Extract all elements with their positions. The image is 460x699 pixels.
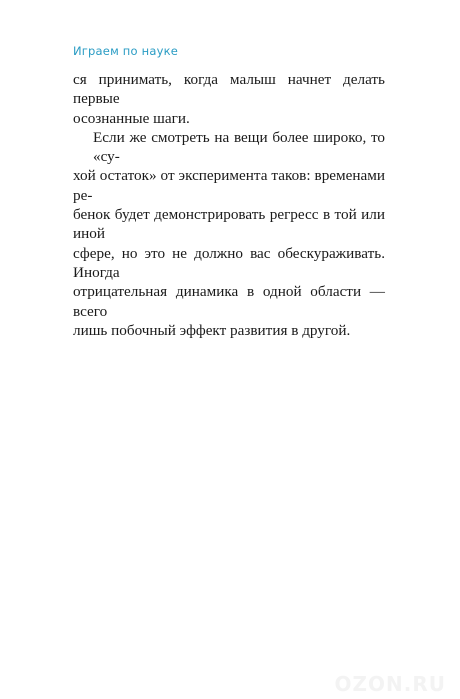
body-text: [73, 70, 385, 340]
text-line: отрицательная динамика в одной области — всего: [73, 283, 385, 320]
text-line: хой остаток» от эксперимента таков: временами ре-: [73, 167, 385, 204]
watermark: OZON.RU: [334, 672, 446, 696]
text-line: ся принимать, когда малыш начнет делать первые: [73, 71, 385, 108]
text-line: Если же смотреть на вещи более широко, то «су-: [93, 128, 385, 166]
text-line: лишь побочный эффект развития в другой.: [73, 321, 351, 339]
running-header: Играем по науке: [73, 44, 179, 58]
text-line: сфере, но это не должно вас обескураживать. Иногда: [73, 244, 385, 281]
text-line: осознанные шаги.: [73, 109, 190, 127]
text-line: бенок будет демонстрировать регресс в той или иной: [73, 206, 385, 243]
